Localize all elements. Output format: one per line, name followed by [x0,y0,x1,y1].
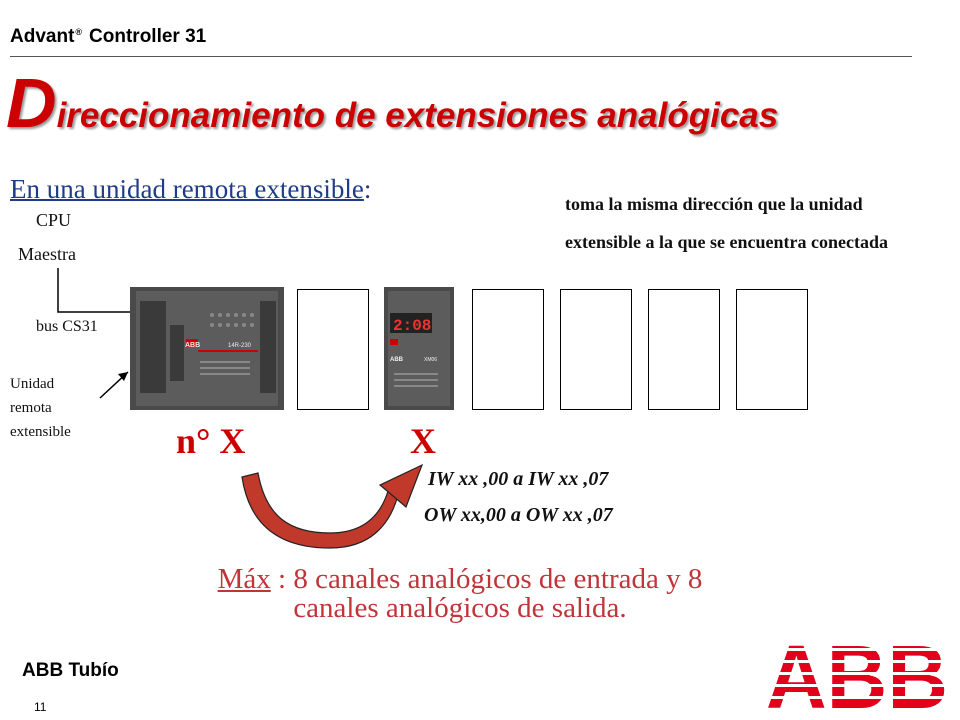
extension-slot-empty [648,289,720,410]
extension-slot-empty [472,289,544,410]
master-label: Maestra [18,244,76,264]
remote-unit-label-line-3: extensible [10,424,71,440]
output-range: OW xx,00 a OW xx ,07 [424,504,613,526]
page-number: 11 [34,700,47,714]
extension-slot-empty [560,289,632,410]
extension-slot-empty [736,289,808,410]
extension-slot-empty [297,289,369,410]
max-text: : 8 canales analógicos de entrada y 8 canales analógicos de salida. [270,563,703,624]
footer-company: ABB Tubío [22,660,119,681]
extension-address-label: X [410,421,436,461]
title-rest: ireccionamiento de extensiones analógicas [56,96,779,135]
curved-arrow-icon [230,455,430,555]
subtitle-underlined: En una unidad remota extensible [10,174,364,204]
remote-unit-module [130,287,284,410]
bus-label: bus CS31 [36,318,98,335]
extension-brand: ABB [390,357,403,363]
unit-address-label: n° X [176,421,246,461]
addressing-note: toma la misma dirección que la unidad extensible a la que se encuentra conectada [565,194,888,252]
title-initial: D [6,64,57,142]
remote-unit-label-line-2: remota [10,400,52,416]
main-module-brand: ABB [185,342,201,349]
input-range: IW xx ,00 a IW xx ,07 [428,468,609,490]
brand-name: Advant [10,26,75,47]
max-channels-note [180,565,740,623]
bus-line [58,268,132,312]
abb-logo [765,636,950,710]
cpu-label: CPU [36,210,72,230]
analog-extension-module [384,287,454,410]
registered-mark: ® [75,26,83,37]
main-module-model: 14R-230 [228,343,252,349]
extension-display: 2:08 [393,317,432,335]
product-name: Controller 31 [89,26,207,47]
extension-model: XM06 [424,357,438,363]
subtitle-colon: : [363,174,372,204]
max-label: Máx [217,563,271,595]
remote-unit-label-line-1: Unidad [10,376,55,392]
